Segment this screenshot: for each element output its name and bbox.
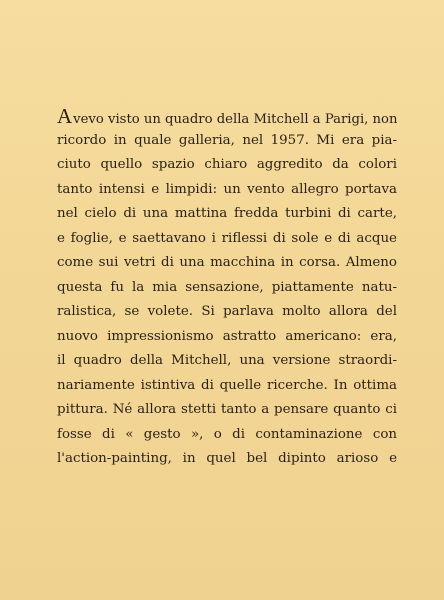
text-line-9: ralistica, se volete. Si parlava molto allora del	[57, 304, 397, 319]
body-paragraph	[57, 104, 397, 472]
text-line-7: come sui vetri di una macchina in corsa. Almeno	[57, 255, 397, 270]
text-line-11: il quadro della Mitchell, una versione straordi-	[57, 353, 397, 368]
text-line-4: tanto intensi e limpidi: un vento allegro portava	[57, 181, 397, 197]
text-line-1	[57, 104, 397, 129]
text-line-15: l'action-painting, in quel bel dipinto arioso e	[57, 451, 397, 466]
text-line-14: fosse di « gesto », o di contaminazione con	[57, 426, 397, 442]
text-line-5: nel cielo di una mattina fredda turbini di carte,	[57, 206, 397, 221]
first-line-text: vevo visto un quadro della Mitchell a Parigi, non	[73, 112, 397, 127]
text-line-13: pittura. Né allora stetti tanto a pensare quanto ci	[57, 402, 397, 417]
text-line-8: questa fu la mia sensazione, piattamente natu-	[57, 279, 397, 295]
text-line-12: nariamente istintiva di quelle ricerche. In ottima	[57, 377, 397, 393]
initial-letter: A	[57, 104, 73, 128]
text-line-3: ciuto quello spazio chiaro aggredito da colori	[57, 157, 397, 172]
text-line-2: ricordo in quale galleria, nel 1957. Mi era pia-	[57, 132, 397, 148]
text-line-10: nuovo impressionismo astratto americano: era,	[57, 328, 397, 344]
text-line-6: e foglie, e saettavano i riflessi di sole e di acque	[57, 230, 397, 246]
